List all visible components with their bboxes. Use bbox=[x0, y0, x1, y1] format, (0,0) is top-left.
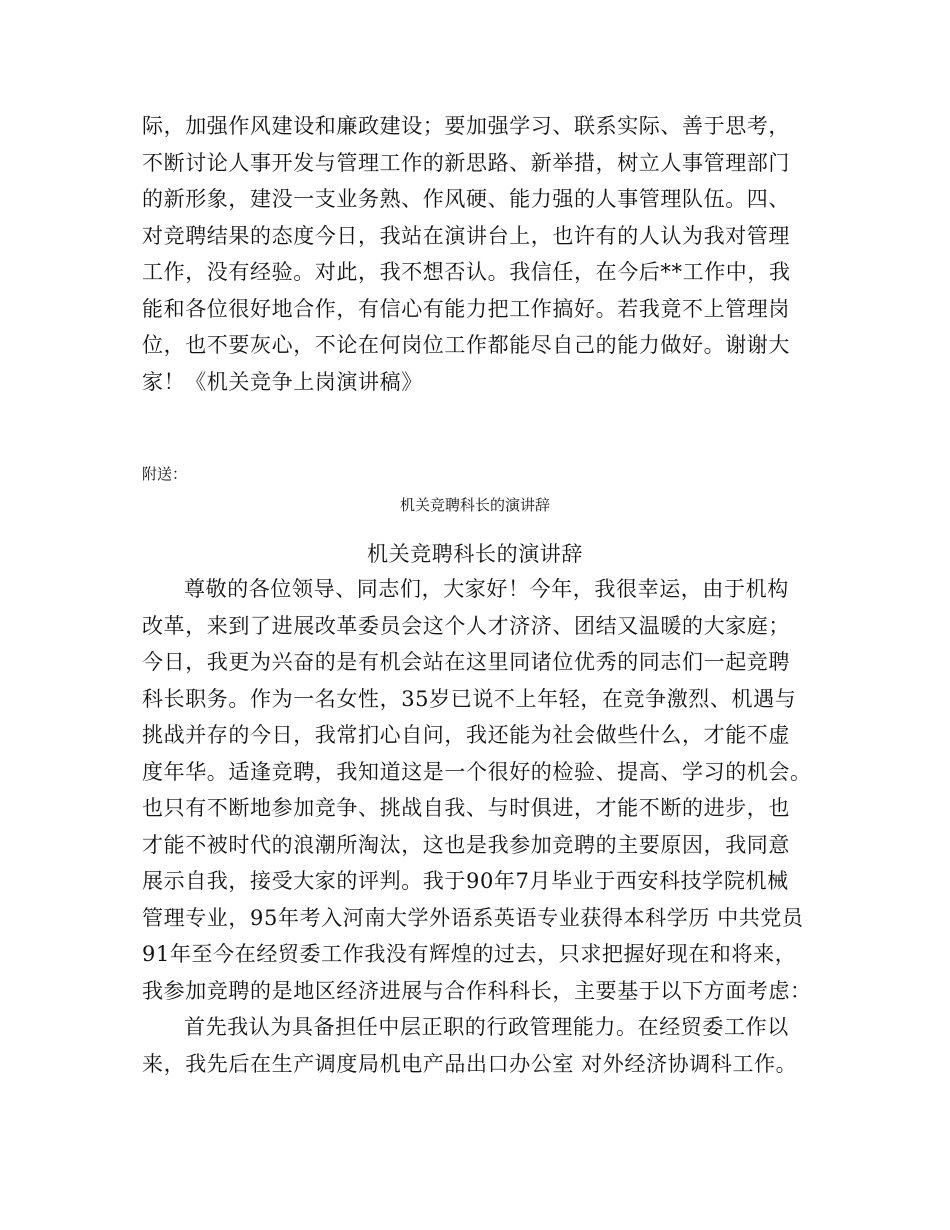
attachment-label: 附送： bbox=[142, 465, 188, 483]
text-line: 能和各位很好地合作，有信心有能力把工作搞好。若我竟不上管理岗 bbox=[142, 296, 790, 321]
text-line: 不断讨论人事开发与管理工作的新思路、新举措，树立人事管理部门 bbox=[142, 150, 790, 175]
text-line: 才能不被时代的浪潮所淘汰，这也是我参加竞聘的主要原因，我同意 bbox=[142, 832, 790, 857]
text-line: 科长职务。作为一名女性，35岁已说不上年轻，在竞争激烈、机遇与 bbox=[142, 686, 797, 711]
text-line: 改革，来到了进展改革委员会这个人才济济、团结又温暖的大家庭； bbox=[142, 613, 790, 638]
text-line: 度年华。适逢竞聘，我知道这是一个很好的检验、提高、学习的机会。 bbox=[142, 759, 812, 784]
text-line: 我参加竞聘的是地区经济进展与合作科科长，主要基于以下方面考虑： bbox=[142, 978, 812, 1003]
speech-title: 机关竞聘科长的演讲辞 bbox=[367, 542, 583, 566]
text-line: 际，加强作风建设和廉政建设；要加强学习、联系实际、善于思考， bbox=[142, 114, 790, 138]
speech-body bbox=[142, 571, 822, 1082]
text-line: 来，我先后在生产调度局机电产品出口办公室 对外经济协调科工作。 bbox=[142, 1051, 798, 1076]
text-line: 91年至今在经贸委工作我没有辉煌的过去，只求把握好现在和将来， bbox=[142, 942, 797, 966]
text-line: 家！《机关竞争上岗演讲稿》 bbox=[142, 369, 423, 394]
text-line: 挑战并存的今日，我常扪心自问，我还能为社会做些什么，才能不虚 bbox=[142, 723, 790, 747]
text-line: 的新形象，建没一支业务熟、作风硬、能力强的人事管理队伍。四、 bbox=[142, 187, 790, 211]
text-line: 也只有不断地参加竞争、挑战自我、与时俱进，才能不断的进步，也 bbox=[142, 796, 790, 820]
previous-speech-tail bbox=[142, 108, 822, 400]
text-line: 工作，没有经验。对此，我不想否认。我信任，在今后**工作中，我 bbox=[142, 260, 791, 284]
text-line: 展示自我，接受大家的评判。我于90年7月毕业于西安科技学院机械 bbox=[142, 869, 789, 893]
text-line: 位，也不要灰心，不论在何岗位工作都能尽自己的能力做好。谢谢大 bbox=[142, 333, 790, 357]
text-line: 首先我认为具备担任中层正职的行政管理能力。在经贸委工作以 bbox=[184, 1015, 789, 1039]
text-line: 尊敬的各位领导、同志们，大家好！今年，我很幸运，由于机构 bbox=[184, 577, 789, 601]
text-line: 管理专业，95年考入河南大学外语系英语专业获得本科学历 中共党员 bbox=[142, 905, 804, 930]
text-line: 对竞聘结果的态度今日，我站在演讲台上，也许有的人认为我对管理 bbox=[142, 223, 790, 248]
text-line: 今日，我更为兴奋的是有机会站在这里同诸位优秀的同志们一起竞聘 bbox=[142, 650, 790, 674]
attachment-title: 机关竞聘科长的演讲辞 bbox=[399, 496, 550, 514]
